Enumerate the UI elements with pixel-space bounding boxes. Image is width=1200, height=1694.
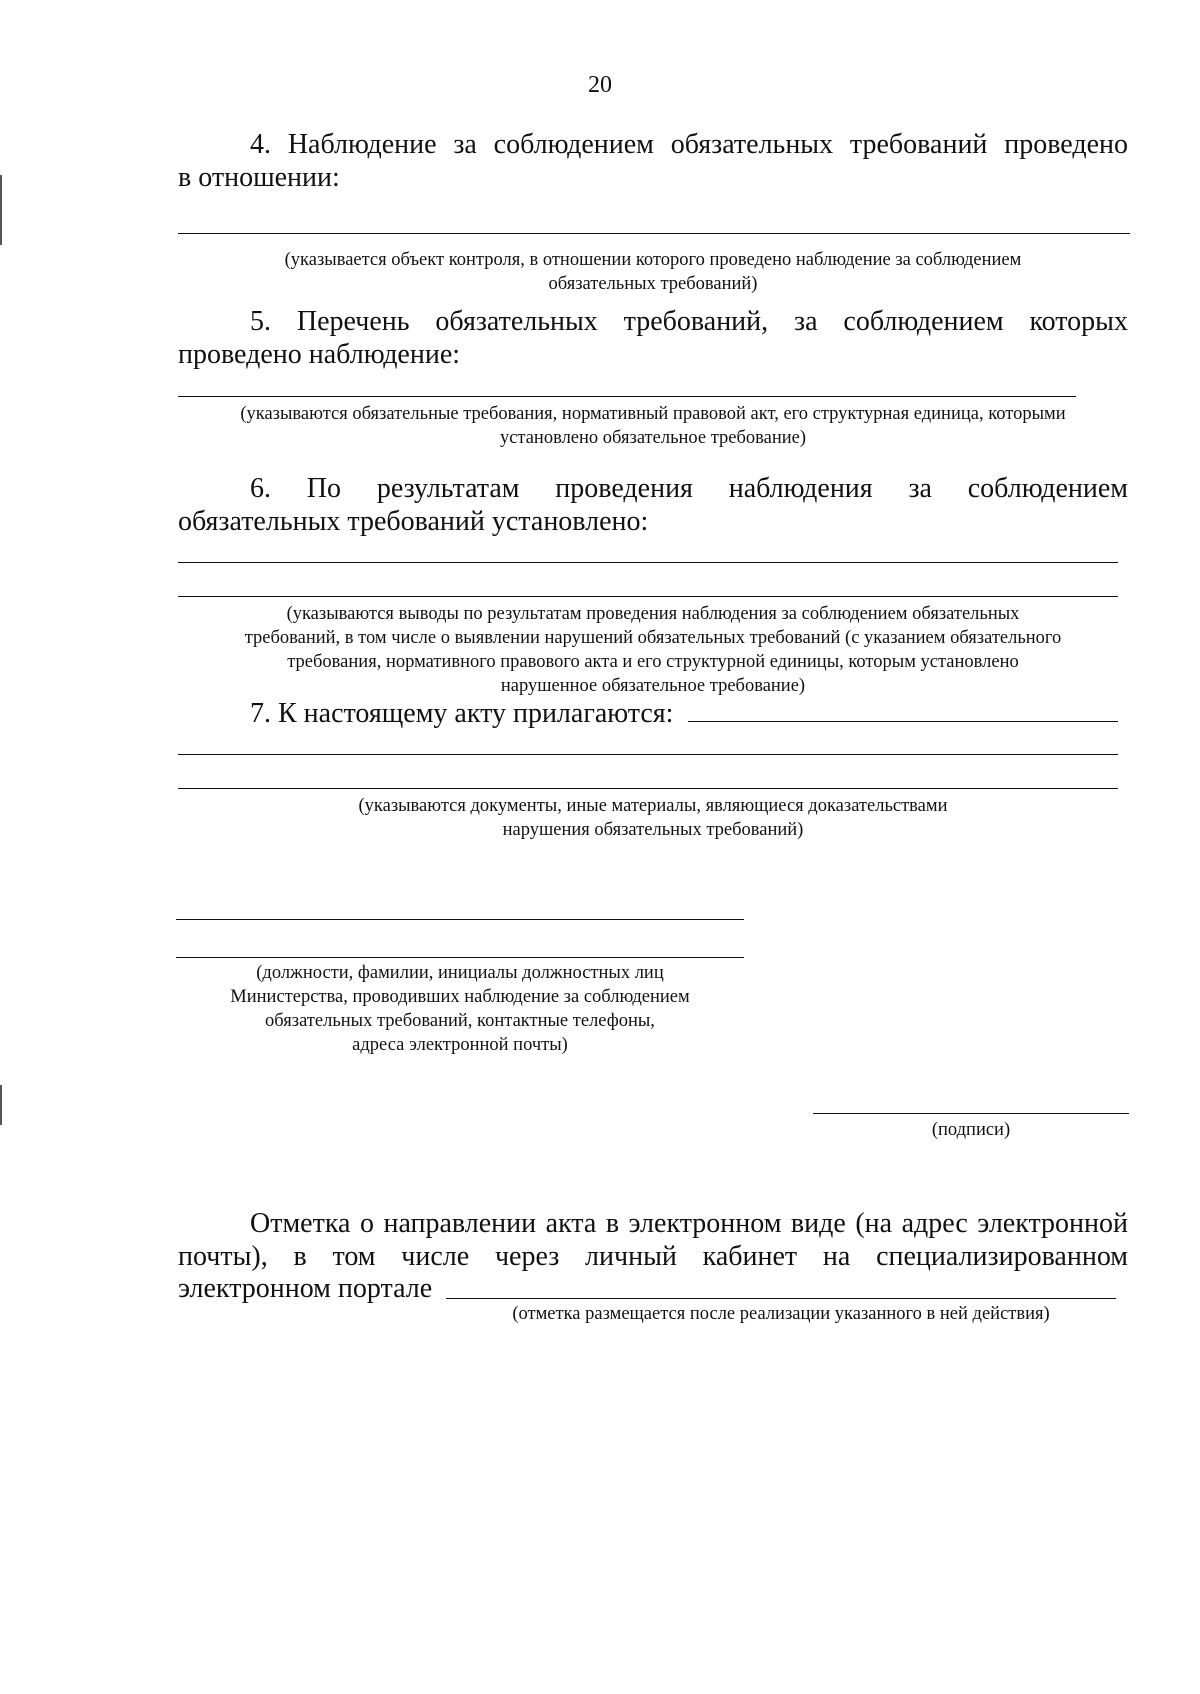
section-5-hint-1: (указываются обязательные требования, нормативный правовой акт, его структурная единица, которыми xyxy=(240,404,1066,424)
officials-hint-4: адреса электронной почты) xyxy=(352,1035,568,1055)
section-6-hint-3: требования, нормативного правового акта и его структурной единицы, которым установлено xyxy=(287,652,1019,672)
section-7-hint-1: (указываются документы, иные материалы, являющиеся доказательствами xyxy=(358,796,948,816)
section-5-hint-2: установлено обязательное требование) xyxy=(499,428,807,448)
section-4-hint-1: (указывается объект контроля, в отношении которого проведено наблюдение за соблюдением xyxy=(284,250,1022,270)
section-5-fill-line[interactable] xyxy=(178,396,1076,397)
section-6-text-1: 6. По результатам проведения наблюдения за соблюдением xyxy=(250,473,1128,504)
signature-hint: (подписи) xyxy=(931,1120,1011,1140)
section-7-hint-2: нарушения обязательных требований) xyxy=(502,820,804,840)
electronic-note-text-1: Отметка о направлении акта в электронном виде (на адрес электронной xyxy=(250,1208,1128,1239)
section-4-line-2: в отношении: xyxy=(178,162,340,193)
section-6-line-1 xyxy=(178,472,1128,505)
electronic-note-hint: (отметка размещается после реализации указанного в ней действия) xyxy=(512,1304,1050,1324)
section-6-hint-1: (указываются выводы по результатам проведения наблюдения за соблюдением обязательных xyxy=(286,604,1020,624)
electronic-note-line-3: электронном портале xyxy=(178,1273,433,1304)
section-7-fill-line-2[interactable] xyxy=(178,754,1118,755)
officials-hint-1: (должности, фамилии, инициалы должностных лиц xyxy=(256,963,664,983)
section-4-text-1: 4. Наблюдение за соблюдением обязательных требований проведено xyxy=(250,129,1128,160)
section-7-text: 7. К настоящему акту прилагаются: xyxy=(250,698,674,729)
electronic-note-fill-line[interactable] xyxy=(446,1298,1116,1299)
page-number: 20 xyxy=(588,72,612,98)
section-4-line-1 xyxy=(178,128,1128,161)
scan-edge-mark xyxy=(0,175,2,245)
officials-hint-3: обязательных требований, контактные телефоны, xyxy=(265,1011,655,1031)
electronic-note-line-2: почты), в том числе через личный кабинет на специализированном xyxy=(178,1241,1128,1272)
section-4-fill-line[interactable] xyxy=(178,233,1130,234)
section-6-hint-2: требований, в том числе о выявлении нарушений обязательных требований (с указанием обязательного xyxy=(244,628,1062,648)
section-6-hint-4: нарушенное обязательное требование) xyxy=(500,676,806,696)
section-6-fill-line-2[interactable] xyxy=(178,596,1118,597)
section-5-line-1 xyxy=(178,305,1128,338)
section-5-text-1: 5. Перечень обязательных требований, за соблюдением которых xyxy=(250,306,1128,337)
section-6-fill-line-1[interactable] xyxy=(178,562,1118,563)
officials-fill-line-2[interactable] xyxy=(176,957,744,958)
officials-hint-2: Министерства, проводивших наблюдение за соблюдением xyxy=(230,987,690,1007)
officials-fill-line-1[interactable] xyxy=(176,919,744,920)
section-5-line-2: проведено наблюдение: xyxy=(178,339,461,370)
electronic-note-line-1 xyxy=(178,1207,1128,1240)
section-7-fill-line-3[interactable] xyxy=(178,788,1118,789)
section-7-fill-line-1[interactable] xyxy=(688,721,1118,722)
scan-edge-mark xyxy=(0,1085,2,1125)
section-4-hint-2: обязательных требований) xyxy=(548,274,758,294)
section-6-line-2: обязательных требований установлено: xyxy=(178,506,649,537)
signature-fill-line[interactable] xyxy=(813,1113,1129,1114)
